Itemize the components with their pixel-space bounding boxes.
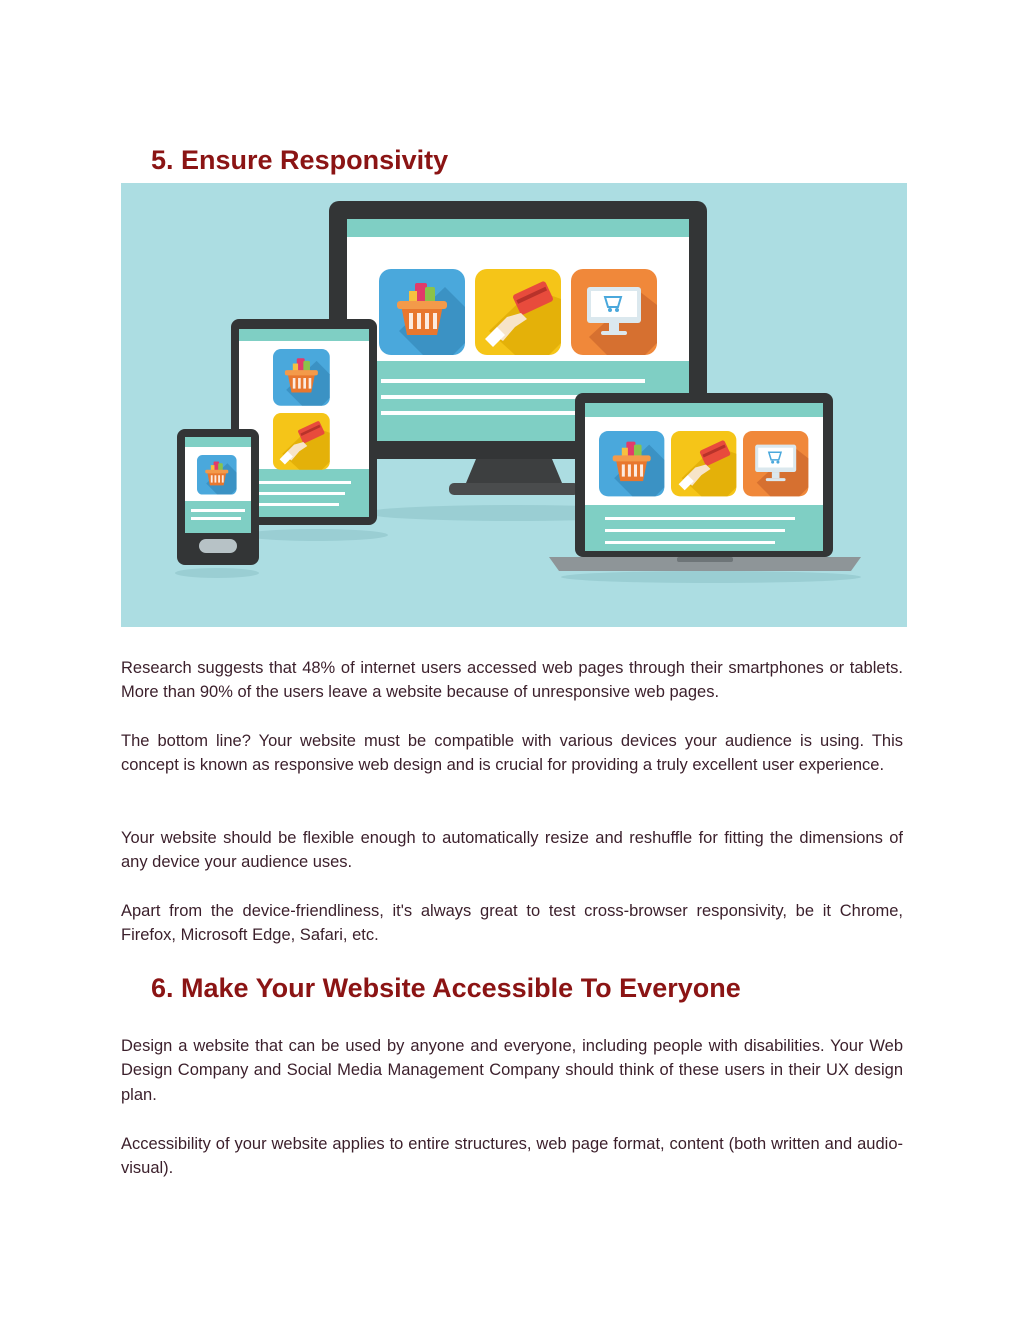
paragraph-flexible-website: Your website should be flexible enough to automatically resize and reshuffle for fitting the dimensions of any device your audience uses. [121,829,903,872]
section-heading-ensure-responsivity: 5. Ensure Responsivity [151,145,449,175]
paragraph-accessibility-scope: Accessibility of your website applies to entire structures, web page format, content (both written and audio-visual). [121,1135,903,1178]
section-heading-accessible-to-everyone: 6. Make Your Website Accessible To Everyone [151,973,741,1003]
smartphone-device [175,429,259,578]
paragraph-cross-browser: Apart from the device-friendliness, it's always great to test cross-browser responsivity, be it Chrome, Firefox, Microsoft Edge, Safari, etc. [121,902,903,945]
responsive-devices-illustration [121,183,907,627]
paragraph-bottom-line: The bottom line? Your website must be compatible with various devices your audience is using. This concept is known as responsive web design and is crucial for providing a truly excellent user experience. [121,732,903,775]
laptop-device [549,393,861,583]
paragraph-research-statistics: Research suggests that 48% of internet users accessed web pages through their smartphones or tablets. More than 90% of the users leave a website because of unresponsive web pages. [121,659,903,702]
paragraph-design-for-everyone: Design a website that can be used by anyone and everyone, including people with disabilities. Your Web Design Company and Social Media Management Company should think of these users in their UX design plan. [121,1037,903,1104]
